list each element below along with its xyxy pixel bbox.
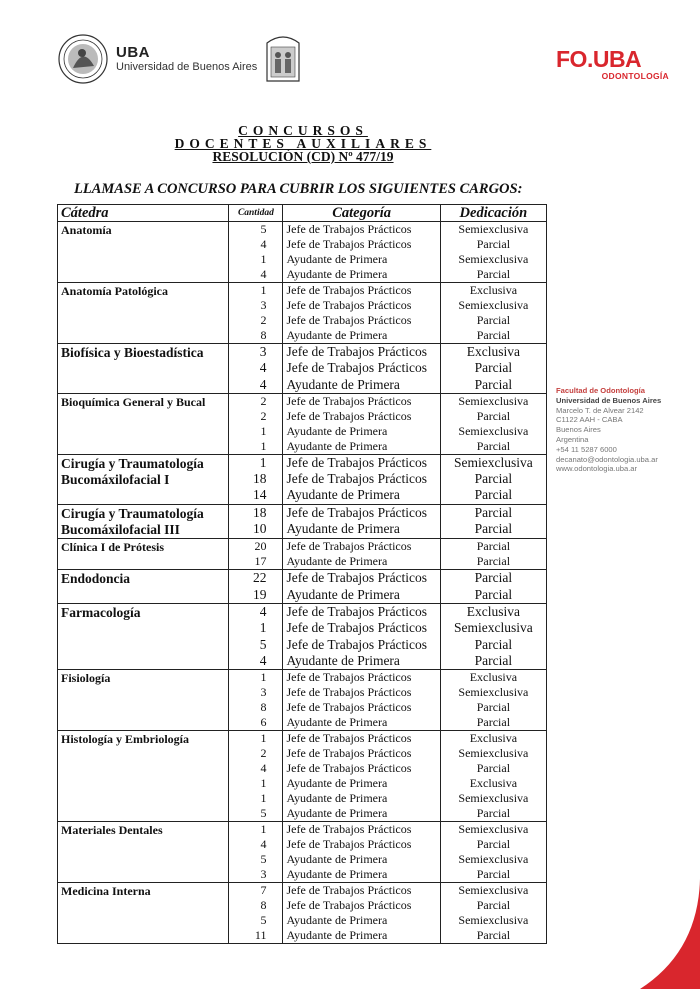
categoria-value: Ayudante de Primera xyxy=(286,376,400,392)
categoria-value: Ayudante de Primera xyxy=(286,267,388,281)
catedra-cell xyxy=(58,222,229,283)
dedicacion-cell xyxy=(440,883,546,944)
call-subtitle: LLAMASE A CONCURSO PARA CUBRIR LOS SIGUIENTES CARGOS: xyxy=(74,181,523,197)
categoria-cell xyxy=(283,603,440,669)
cantidad-value: 19 xyxy=(252,586,267,602)
categoria-value: Ayudante de Primera xyxy=(286,867,388,882)
catedra-name: Histología y Embriología xyxy=(61,732,190,747)
cantidad-value: 2 xyxy=(260,313,267,327)
catedra-cell xyxy=(58,603,229,669)
categoria-value: Jefe de Trabajos Prácticos xyxy=(286,539,412,554)
table-row xyxy=(58,504,547,539)
table-row xyxy=(58,822,547,883)
dedicacion-value: Parcial xyxy=(474,471,513,487)
dedicacion-value: Parcial xyxy=(476,715,511,730)
categoria-value: Jefe de Trabajos Prácticos xyxy=(286,822,412,837)
dedicacion-value: Parcial xyxy=(476,761,511,776)
cantidad-value: 6 xyxy=(260,715,267,730)
categoria-value: Ayudante de Primera xyxy=(286,328,388,342)
cantidad-value: 18 xyxy=(252,504,267,520)
categoria-value: Jefe de Trabajos Prácticos xyxy=(286,454,428,470)
info-country: Argentina xyxy=(556,434,589,444)
categoria-value: Jefe de Trabajos Prácticos xyxy=(286,685,412,700)
catedra-name: Cirugía y Traumatología xyxy=(61,505,204,521)
categoria-value: Jefe de Trabajos Prácticos xyxy=(286,670,412,685)
catedra-name: Endodoncia xyxy=(61,571,131,587)
categoria-value: Ayudante de Primera xyxy=(286,554,388,569)
cantidad-value: 4 xyxy=(260,837,267,852)
categoria-value: Ayudante de Primera xyxy=(286,928,388,943)
cantidad-cell xyxy=(229,393,283,454)
dedicacion-cell xyxy=(440,344,546,394)
table-row xyxy=(58,883,547,944)
table-header-row xyxy=(58,205,547,222)
catedra-cell xyxy=(58,570,229,604)
cantidad-value: 5 xyxy=(260,913,267,928)
categoria-value: Ayudante de Primera xyxy=(286,652,400,668)
catedra-cell xyxy=(58,283,229,344)
catedra-name: Cirugía y Traumatología xyxy=(61,455,204,471)
table-row xyxy=(58,222,547,283)
categoria-cell xyxy=(283,344,440,394)
cantidad-value: 2 xyxy=(260,393,267,408)
categoria-value: Jefe de Trabajos Prácticos xyxy=(286,408,412,423)
dedicacion-value: Parcial xyxy=(476,313,511,327)
cantidad-value: 1 xyxy=(260,731,267,746)
cantidad-value: 5 xyxy=(260,806,267,821)
info-address: Marcelo T. de Alvear 2142 xyxy=(556,405,644,415)
table-row xyxy=(58,570,547,604)
categoria-cell xyxy=(283,883,440,944)
categoria-value: Ayudante de Primera xyxy=(286,791,388,806)
categoria-cell xyxy=(283,570,440,604)
catedra-cell xyxy=(58,670,229,731)
table-row xyxy=(58,344,547,394)
categoria-value: Jefe de Trabajos Prácticos xyxy=(286,731,412,746)
categoria-cell xyxy=(283,539,440,570)
info-website: www.odontologia.uba.ar xyxy=(556,464,638,474)
dedicacion-value: Parcial xyxy=(476,898,511,913)
dedicacion-value: Exclusiva xyxy=(469,731,518,746)
positions-table xyxy=(57,204,547,944)
cantidad-cell xyxy=(229,603,283,669)
dedicacion-value: Semiexclusiva xyxy=(458,252,529,266)
cantidad-value: 2 xyxy=(260,408,267,423)
dedicacion-value: Semiexclusiva xyxy=(458,822,529,837)
catedra-name: Biofísica y Bioestadística xyxy=(61,345,204,360)
categoria-value: Jefe de Trabajos Prácticos xyxy=(286,344,428,359)
info-email: decanato@odontologia.uba.ar xyxy=(556,454,658,464)
categoria-value: Jefe de Trabajos Prácticos xyxy=(286,620,428,636)
categoria-cell xyxy=(283,393,440,454)
cantidad-value: 4 xyxy=(260,237,267,251)
categoria-value: Ayudante de Primera xyxy=(286,487,400,503)
cantidad-value: 8 xyxy=(260,700,267,715)
cantidad-value: 1 xyxy=(260,822,267,837)
dedicacion-value: Parcial xyxy=(476,408,511,423)
dedicacion-value: Semiexclusiva xyxy=(458,298,529,312)
categoria-value: Jefe de Trabajos Prácticos xyxy=(286,313,412,327)
categoria-value: Jefe de Trabajos Prácticos xyxy=(286,746,412,761)
dedicacion-value: Parcial xyxy=(476,237,511,251)
categoria-value: Jefe de Trabajos Prácticos xyxy=(286,898,412,913)
fouba-logo xyxy=(556,47,671,81)
cantidad-value: 4 xyxy=(259,360,267,376)
categoria-cell xyxy=(283,504,440,539)
dedicacion-value: Parcial xyxy=(476,928,511,943)
dedicacion-value: Parcial xyxy=(476,267,511,281)
cantidad-value: 1 xyxy=(260,252,267,266)
dedicacion-cell xyxy=(440,454,546,504)
dedicacion-value: Parcial xyxy=(474,636,513,652)
title-docentes-auxiliares: DOCENTES AUXILIARES xyxy=(174,136,432,151)
dedicacion-value: Parcial xyxy=(474,570,513,586)
info-postal: C1122 AAH - CABA xyxy=(556,415,623,425)
catedra-name: Anatomía Patológica xyxy=(61,284,168,298)
table-row xyxy=(58,670,547,731)
categoria-value: Ayudante de Primera xyxy=(286,806,388,821)
header-dedicacion: Dedicación xyxy=(440,205,546,222)
cantidad-value: 10 xyxy=(252,521,267,537)
catedra-cell xyxy=(58,822,229,883)
dedicacion-value: Semiexclusiva xyxy=(458,685,529,700)
dedicacion-cell xyxy=(440,504,546,539)
catedra-cell xyxy=(58,731,229,822)
catedra-name: Farmacología xyxy=(61,604,141,620)
cantidad-cell xyxy=(229,883,283,944)
dedicacion-value: Parcial xyxy=(474,652,513,668)
cantidad-value: 3 xyxy=(260,685,267,700)
fouba-subtitle: ODONTOLOGÍA xyxy=(601,71,669,81)
title-resolucion: RESOLUCIÓN (CD) Nº 477/19 xyxy=(212,149,394,164)
categoria-value: Jefe de Trabajos Prácticos xyxy=(286,636,428,652)
cantidad-value: 3 xyxy=(260,867,267,882)
cantidad-value: 1 xyxy=(260,423,267,438)
cantidad-cell xyxy=(229,822,283,883)
catedra-cell xyxy=(58,504,229,539)
catedra-name: Fisiología xyxy=(61,671,111,686)
categoria-value: Jefe de Trabajos Prácticos xyxy=(286,761,412,776)
categoria-value: Ayudante de Primera xyxy=(286,852,388,867)
dedicacion-value: Parcial xyxy=(474,360,513,376)
dedicacion-value: Parcial xyxy=(476,539,511,554)
dedicacion-value: Parcial xyxy=(476,554,511,569)
table-row xyxy=(58,283,547,344)
dedicacion-value: Parcial xyxy=(476,438,511,453)
info-faculty: Facultad de Odontología xyxy=(556,386,646,395)
cantidad-value: 4 xyxy=(259,376,267,392)
table-row xyxy=(58,731,547,822)
cantidad-value: 2 xyxy=(260,746,267,761)
cantidad-value: 1 xyxy=(260,670,267,685)
categoria-value: Jefe de Trabajos Prácticos xyxy=(286,504,428,520)
cantidad-value: 1 xyxy=(260,776,267,791)
cantidad-cell xyxy=(229,454,283,504)
dedicacion-value: Exclusiva xyxy=(466,344,520,359)
dedicacion-value: Semiexclusiva xyxy=(458,393,529,408)
info-phone: +54 11 5287 6000 xyxy=(556,444,617,454)
cantidad-value: 5 xyxy=(260,222,267,236)
categoria-value: Jefe de Trabajos Prácticos xyxy=(286,570,428,586)
catedra-cell xyxy=(58,539,229,570)
catedra-name: Materiales Dentales xyxy=(61,823,163,838)
categoria-cell xyxy=(283,283,440,344)
cantidad-cell xyxy=(229,504,283,539)
dedicacion-cell xyxy=(440,539,546,570)
cantidad-cell xyxy=(229,344,283,394)
info-university: Universidad de Buenos Aires xyxy=(556,395,662,405)
cantidad-cell xyxy=(229,222,283,283)
cantidad-value: 1 xyxy=(260,791,267,806)
cantidad-value: 22 xyxy=(252,570,267,586)
cantidad-value: 7 xyxy=(260,883,267,898)
dedicacion-value: Parcial xyxy=(476,867,511,882)
categoria-value: Jefe de Trabajos Prácticos xyxy=(286,222,412,236)
categoria-value: Jefe de Trabajos Prácticos xyxy=(286,471,428,487)
categoria-value: Jefe de Trabajos Prácticos xyxy=(286,883,412,898)
cantidad-value: 17 xyxy=(254,554,267,569)
dedicacion-value: Parcial xyxy=(474,376,513,392)
categoria-value: Ayudante de Primera xyxy=(286,776,388,791)
table-body xyxy=(58,222,547,944)
catedra-cell xyxy=(58,883,229,944)
catedra-name: Bucomáxilofacial I xyxy=(61,472,170,488)
dedicacion-value: Semiexclusiva xyxy=(458,791,529,806)
dedicacion-cell xyxy=(440,603,546,669)
cantidad-cell xyxy=(229,570,283,604)
categoria-value: Ayudante de Primera xyxy=(286,913,388,928)
categoria-value: Ayudante de Primera xyxy=(286,715,388,730)
dedicacion-cell xyxy=(440,822,546,883)
cantidad-value: 14 xyxy=(252,487,267,503)
dedicacion-cell xyxy=(440,222,546,283)
header-cantidad: Cantidad xyxy=(229,205,283,222)
dedicacion-value: Semiexclusiva xyxy=(458,852,529,867)
categoria-cell xyxy=(283,454,440,504)
dedicacion-cell xyxy=(440,570,546,604)
dedicacion-value: Parcial xyxy=(476,700,511,715)
cantidad-value: 4 xyxy=(260,761,267,776)
table-row xyxy=(58,539,547,570)
cantidad-cell xyxy=(229,283,283,344)
dedicacion-value: Parcial xyxy=(476,837,511,852)
catedra-name: Anatomía xyxy=(61,223,112,237)
uba-name: UBA xyxy=(116,44,150,61)
cantidad-value: 4 xyxy=(259,603,267,619)
cantidad-cell xyxy=(229,539,283,570)
dedicacion-value: Exclusiva xyxy=(469,776,518,791)
categoria-value: Jefe de Trabajos Prácticos xyxy=(286,360,428,376)
categoria-value: Jefe de Trabajos Prácticos xyxy=(286,283,412,297)
dedicacion-value: Exclusiva xyxy=(466,603,520,619)
cantidad-value: 4 xyxy=(260,267,267,281)
cantidad-value: 18 xyxy=(252,471,267,487)
dedicacion-value: Semiexclusiva xyxy=(458,883,529,898)
categoria-cell xyxy=(283,222,440,283)
cantidad-value: 3 xyxy=(259,344,267,359)
categoria-value: Jefe de Trabajos Prácticos xyxy=(286,837,412,852)
faculty-crest-logo xyxy=(263,33,303,85)
categoria-value: Ayudante de Primera xyxy=(286,252,388,266)
uba-seal-logo xyxy=(58,34,108,84)
categoria-cell xyxy=(283,670,440,731)
catedra-name: Clínica I de Prótesis xyxy=(61,540,164,555)
fouba-wordmark: FO.UBA xyxy=(556,46,642,72)
cantidad-value: 1 xyxy=(260,438,267,453)
dedicacion-cell xyxy=(440,670,546,731)
dedicacion-value: Parcial xyxy=(474,504,513,520)
categoria-value: Jefe de Trabajos Prácticos xyxy=(286,603,428,619)
categoria-value: Ayudante de Primera xyxy=(286,521,400,537)
dedicacion-value: Parcial xyxy=(476,328,511,342)
cantidad-value: 11 xyxy=(254,928,267,943)
categoria-value: Jefe de Trabajos Prácticos xyxy=(286,237,412,251)
categoria-value: Jefe de Trabajos Prácticos xyxy=(286,393,412,408)
dedicacion-value: Parcial xyxy=(476,806,511,821)
cantidad-value: 4 xyxy=(259,652,267,668)
cantidad-value: 1 xyxy=(260,283,267,297)
catedra-cell xyxy=(58,454,229,504)
dedicacion-value: Parcial xyxy=(474,521,513,537)
header-categoria: Categoría xyxy=(283,205,440,222)
dedicacion-value: Exclusiva xyxy=(469,670,518,685)
table-row xyxy=(58,603,547,669)
catedra-cell xyxy=(58,393,229,454)
dedicacion-value: Semiexclusiva xyxy=(458,423,529,438)
dedicacion-cell xyxy=(440,731,546,822)
table-row xyxy=(58,393,547,454)
catedra-name: Bioquímica General y Bucal xyxy=(61,394,206,409)
info-city: Buenos Aires xyxy=(556,425,601,435)
dedicacion-value: Semiexclusiva xyxy=(454,454,533,470)
categoria-value: Ayudante de Primera xyxy=(286,438,388,453)
catedra-name: Bucomáxilofacial III xyxy=(61,522,180,538)
cantidad-value: 3 xyxy=(260,298,267,312)
dedicacion-value: Exclusiva xyxy=(469,283,518,297)
categoria-value: Jefe de Trabajos Prácticos xyxy=(286,700,412,715)
cantidad-cell xyxy=(229,731,283,822)
categoria-value: Jefe de Trabajos Prácticos xyxy=(286,298,412,312)
title-concursos: CONCURSOS xyxy=(238,123,368,138)
header-catedra: Cátedra xyxy=(58,205,229,222)
cantidad-value: 20 xyxy=(254,539,267,554)
table-row xyxy=(58,454,547,504)
faculty-contact-info xyxy=(556,386,661,474)
cantidad-value: 1 xyxy=(259,454,267,470)
dedicacion-value: Semiexclusiva xyxy=(458,746,529,761)
cantidad-value: 5 xyxy=(260,852,267,867)
corner-swoosh-decoration xyxy=(640,869,700,989)
cantidad-value: 8 xyxy=(260,898,267,913)
categoria-value: Ayudante de Primera xyxy=(286,586,400,602)
dedicacion-value: Parcial xyxy=(474,487,513,503)
dedicacion-value: Semiexclusiva xyxy=(458,222,529,236)
categoria-cell xyxy=(283,822,440,883)
cantidad-value: 8 xyxy=(260,328,267,342)
dedicacion-value: Semiexclusiva xyxy=(458,913,529,928)
dedicacion-value: Semiexclusiva xyxy=(454,620,533,636)
categoria-value: Ayudante de Primera xyxy=(286,423,388,438)
categoria-cell xyxy=(283,731,440,822)
catedra-cell xyxy=(58,344,229,394)
catedra-name: Medicina Interna xyxy=(61,884,151,899)
dedicacion-value: Parcial xyxy=(474,586,513,602)
uba-full-name: Universidad de Buenos Aires xyxy=(116,61,258,73)
cantidad-value: 5 xyxy=(259,636,267,652)
uba-wordmark xyxy=(116,45,257,74)
cantidad-value: 1 xyxy=(259,620,267,636)
dedicacion-cell xyxy=(440,283,546,344)
dedicacion-cell xyxy=(440,393,546,454)
cantidad-cell xyxy=(229,670,283,731)
